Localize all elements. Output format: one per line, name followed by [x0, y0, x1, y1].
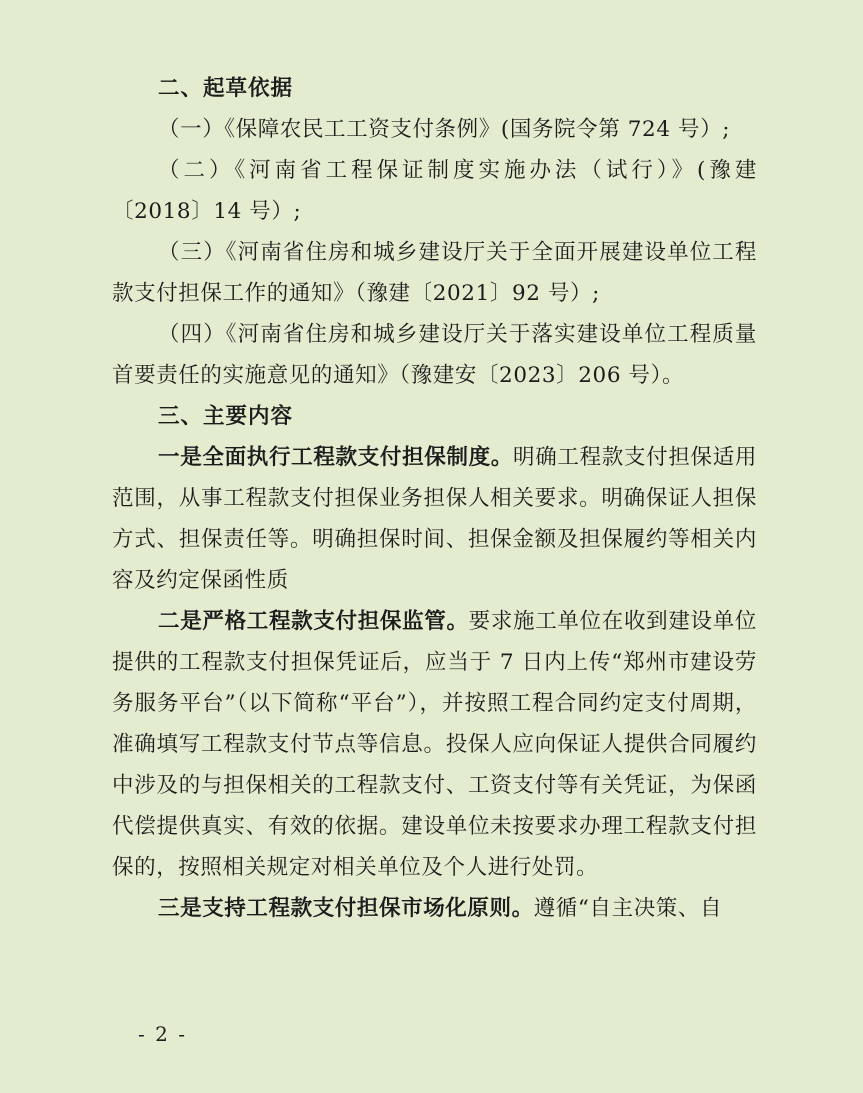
content-paragraph-1 [112, 437, 757, 601]
section-heading-basis: 二、起草依据 [158, 76, 294, 101]
paragraph-lead: 二是严格工程款支付担保监管。 [158, 609, 469, 634]
paragraph-lead: 一是全面执行工程款支付担保制度。 [158, 445, 514, 470]
paragraph-text: 遵循“自主决策、自 [533, 896, 723, 921]
paragraph-text: 要求施工单位在收到建设单位提供的工程款支付担保凭证后，应当于 7 日内上传“郑州市建设劳务服务平台”（以下简称“平台”），并按照工程合同约定支付周期，准确填写工程款支付节点等信息。投保人应向保证人提供合同履约中涉及的与担保相关的工程款支付、工资支付等有关凭证，为保函代偿提供真实、有效的依据。建设单位未按要求办理工程款支付担保的，按照相关规定对相关单位及个人进行处罚。 [112, 609, 757, 880]
basis-item-4: （四）《河南省住房和城乡建设厅关于落实建设单位工程质量首要责任的实施意见的通知》（豫建安〔2023〕206 号）。 [112, 322, 757, 388]
document-body [112, 68, 757, 929]
paragraph-text: 明确工程款支付担保适用范围，从事工程款支付担保业务担保人相关要求。明确保证人担保方式、担保责任等。明确担保时间、担保金额及担保履约等相关内容及约定保函性质 [112, 445, 757, 593]
content-paragraph-3 [112, 888, 757, 929]
basis-item-1: （一）《保障农民工工资支付条例》(国务院令第 724 号）; [158, 117, 731, 142]
basis-item-2: （二）《河南省工程保证制度实施办法（试行）》(豫建〔2018〕14 号）; [112, 158, 757, 224]
paragraph-lead: 三是支持工程款支付担保市场化原则。 [158, 896, 534, 921]
section-heading-content: 三、主要内容 [158, 404, 294, 429]
page-number: - 2 - [138, 1022, 187, 1046]
basis-item-3: （三）《河南省住房和城乡建设厅关于全面开展建设单位工程款支付担保工作的通知》（豫建〔2021〕92 号）; [112, 240, 757, 306]
content-paragraph-2 [112, 601, 757, 888]
